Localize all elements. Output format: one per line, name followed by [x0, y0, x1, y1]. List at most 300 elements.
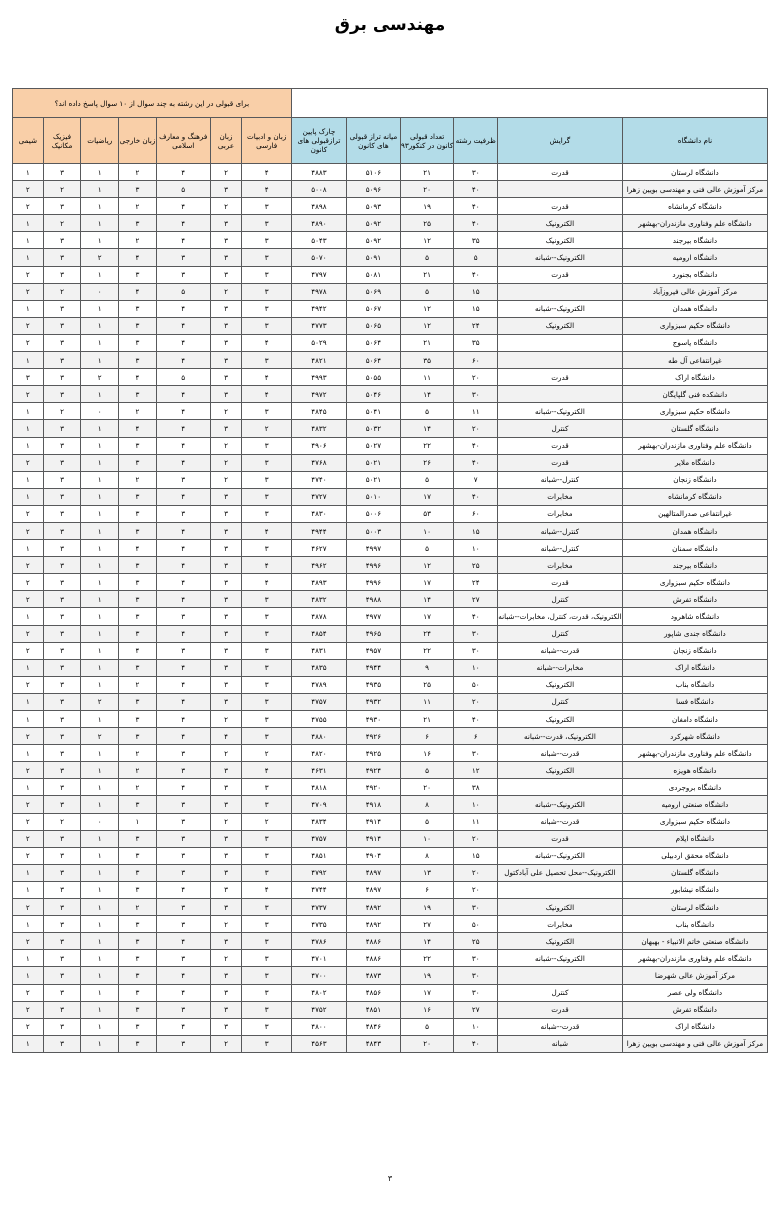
cell-subject-foreign-language: ۳ — [119, 317, 157, 334]
cell-subject-islamic: ۴ — [156, 557, 210, 574]
table-row — [13, 352, 768, 369]
col-header-subject-math: ریاضیات — [81, 118, 119, 164]
cell-lower-quartile: ۴۸۲۰ — [291, 745, 346, 762]
cell-lower-quartile: ۴۷۸۶ — [291, 933, 346, 950]
cell-subject-farsi: ۳ — [242, 283, 291, 300]
cell-major: الکترونیک — [498, 215, 623, 232]
cell-capacity: ۱۰ — [454, 796, 498, 813]
cell-subject-arabic: ۳ — [210, 249, 242, 266]
cell-median-taraz: ۴۸۸۶ — [347, 933, 401, 950]
cell-major: مخابرات--شبانه — [498, 659, 623, 676]
cell-kanoon-admits: ۱۶ — [400, 1001, 454, 1018]
cell-kanoon-admits: ۲۲ — [400, 437, 454, 454]
cell-major: قدرت — [498, 830, 623, 847]
cell-capacity: ۲۰ — [454, 369, 498, 386]
cell-major: الکترونیک — [498, 317, 623, 334]
cell-subject-math: ۱ — [81, 522, 119, 539]
header-row-question — [13, 89, 768, 118]
cell-subject-arabic: ۳ — [210, 1001, 242, 1018]
cell-major — [498, 967, 623, 984]
cell-subject-arabic: ۳ — [210, 488, 242, 505]
cell-subject-math: ۱ — [81, 557, 119, 574]
cell-subject-arabic: ۳ — [210, 864, 242, 881]
cell-university: دانشگاه ایلام — [622, 830, 767, 847]
cell-major: قدرت — [498, 1001, 623, 1018]
cell-kanoon-admits: ۲۱ — [400, 711, 454, 728]
cell-subject-farsi: ۳ — [242, 779, 291, 796]
cell-subject-math: ۱ — [81, 779, 119, 796]
cell-subject-math: ۱ — [81, 352, 119, 369]
cell-subject-arabic: ۲ — [210, 164, 242, 181]
table-row — [13, 916, 768, 933]
cell-lower-quartile: ۴۸۹۳ — [291, 574, 346, 591]
cell-subject-arabic: ۳ — [210, 300, 242, 317]
cell-subject-physics: ۳ — [43, 317, 81, 334]
cell-kanoon-admits: ۱۳ — [400, 864, 454, 881]
cell-subject-arabic: ۲ — [210, 198, 242, 215]
cell-subject-foreign-language: ۳ — [119, 1018, 157, 1035]
cell-subject-math: ۱ — [81, 899, 119, 916]
cell-subject-foreign-language: ۳ — [119, 881, 157, 898]
cell-major: الکترونیک--شبانه — [498, 300, 623, 317]
cell-subject-math: ۱ — [81, 198, 119, 215]
table-row — [13, 796, 768, 813]
cell-subject-farsi: ۲ — [242, 420, 291, 437]
cell-major: قدرت — [498, 198, 623, 215]
cell-subject-physics: ۳ — [43, 574, 81, 591]
cell-lower-quartile: ۴۷۹۲ — [291, 864, 346, 881]
cell-capacity: ۴۰ — [454, 488, 498, 505]
cell-subject-islamic: ۴ — [156, 522, 210, 539]
cell-subject-chemistry: ۲ — [13, 728, 44, 745]
cell-kanoon-admits: ۶ — [400, 728, 454, 745]
cell-major: مخابرات — [498, 505, 623, 522]
cell-subject-physics: ۳ — [43, 864, 81, 881]
cell-capacity: ۱۵ — [454, 300, 498, 317]
cell-subject-foreign-language: ۳ — [119, 215, 157, 232]
table-row — [13, 591, 768, 608]
cell-subject-arabic: ۲ — [210, 471, 242, 488]
cell-subject-foreign-language: ۳ — [119, 557, 157, 574]
cell-subject-foreign-language: ۳ — [119, 505, 157, 522]
cell-subject-arabic: ۳ — [210, 334, 242, 351]
cell-lower-quartile: ۴۷۵۵ — [291, 711, 346, 728]
cell-subject-foreign-language: ۳ — [119, 796, 157, 813]
cell-capacity: ۱۱ — [454, 813, 498, 830]
table-row — [13, 437, 768, 454]
cell-subject-islamic: ۴ — [156, 300, 210, 317]
cell-subject-islamic: ۳ — [156, 796, 210, 813]
cell-subject-math: ۱ — [81, 574, 119, 591]
cell-subject-islamic: ۵ — [156, 369, 210, 386]
cell-subject-physics: ۳ — [43, 796, 81, 813]
cell-median-taraz: ۵۰۶۴ — [347, 352, 401, 369]
table-row — [13, 164, 768, 181]
cell-median-taraz: ۴۹۷۷ — [347, 608, 401, 625]
cell-major: الکترونیک، قدرت، کنترل، مخابرات--شبانه — [498, 608, 623, 625]
cell-major: الکترونیک — [498, 899, 623, 916]
cell-kanoon-admits: ۲۰ — [400, 1035, 454, 1052]
cell-major: قدرت--شبانه — [498, 642, 623, 659]
cell-subject-physics: ۳ — [43, 352, 81, 369]
cell-subject-farsi: ۳ — [242, 933, 291, 950]
cell-subject-chemistry: ۱ — [13, 693, 44, 710]
cell-subject-arabic: ۳ — [210, 625, 242, 642]
cell-major: کنترل — [498, 984, 623, 1001]
cell-kanoon-admits: ۵ — [400, 1018, 454, 1035]
cell-subject-arabic: ۲ — [210, 1035, 242, 1052]
cell-subject-islamic: ۳ — [156, 864, 210, 881]
cell-capacity: ۱۰ — [454, 540, 498, 557]
table-row — [13, 403, 768, 420]
cell-university: دانشگاه فسا — [622, 693, 767, 710]
cell-subject-math: ۱ — [81, 334, 119, 351]
cell-subject-math: ۱ — [81, 676, 119, 693]
table-row — [13, 488, 768, 505]
cell-capacity: ۴۰ — [454, 437, 498, 454]
cell-major: مخابرات — [498, 557, 623, 574]
cell-subject-foreign-language: ۲ — [119, 403, 157, 420]
cell-median-taraz: ۴۹۱۴ — [347, 813, 401, 830]
cell-subject-farsi: ۴ — [242, 557, 291, 574]
cell-subject-farsi: ۳ — [242, 403, 291, 420]
cell-subject-physics: ۳ — [43, 198, 81, 215]
cell-subject-physics: ۳ — [43, 266, 81, 283]
cell-subject-math: ۱ — [81, 300, 119, 317]
cell-subject-chemistry: ۱ — [13, 420, 44, 437]
table-row — [13, 522, 768, 539]
table-row — [13, 830, 768, 847]
col-header-university: نام دانشگاه — [622, 118, 767, 164]
cell-subject-math: ۱ — [81, 642, 119, 659]
cell-major: مخابرات — [498, 488, 623, 505]
cell-subject-physics: ۳ — [43, 454, 81, 471]
table-row — [13, 1018, 768, 1035]
col-header-capacity: ظرفیت رشته — [454, 118, 498, 164]
cell-subject-math: ۲ — [81, 369, 119, 386]
cell-subject-islamic: ۴ — [156, 232, 210, 249]
cell-university: دانشگاه کرمانشاه — [622, 198, 767, 215]
cell-subject-farsi: ۳ — [242, 796, 291, 813]
table-row — [13, 847, 768, 864]
cell-subject-chemistry: ۱ — [13, 215, 44, 232]
cell-capacity: ۲۰ — [454, 420, 498, 437]
cell-subject-islamic: ۳ — [156, 745, 210, 762]
cell-subject-foreign-language: ۴ — [119, 369, 157, 386]
cell-kanoon-admits: ۱۴ — [400, 591, 454, 608]
cell-subject-math: ۲ — [81, 728, 119, 745]
table-row — [13, 659, 768, 676]
table-row — [13, 933, 768, 950]
cell-capacity: ۲۴ — [454, 574, 498, 591]
cell-subject-math: ۱ — [81, 847, 119, 864]
cell-subject-foreign-language: ۱ — [119, 813, 157, 830]
cell-subject-arabic: ۳ — [210, 899, 242, 916]
cell-subject-math: ۱ — [81, 933, 119, 950]
cell-university: دانشگاه بناب — [622, 676, 767, 693]
cell-lower-quartile: ۵۰۲۹ — [291, 334, 346, 351]
cell-lower-quartile: ۴۸۵۴ — [291, 625, 346, 642]
cell-lower-quartile: ۴۷۲۷ — [291, 488, 346, 505]
cell-major: کنترل — [498, 420, 623, 437]
cell-subject-chemistry: ۲ — [13, 984, 44, 1001]
cell-subject-arabic: ۳ — [210, 967, 242, 984]
cell-median-taraz: ۵۱۰۶ — [347, 164, 401, 181]
cell-kanoon-admits: ۱۴ — [400, 386, 454, 403]
cell-lower-quartile: ۴۸۸۳ — [291, 164, 346, 181]
cell-subject-chemistry: ۲ — [13, 847, 44, 864]
cell-subject-physics: ۳ — [43, 762, 81, 779]
cell-subject-physics: ۳ — [43, 437, 81, 454]
cell-subject-arabic: ۳ — [210, 984, 242, 1001]
cell-capacity: ۱۵ — [454, 283, 498, 300]
cell-median-taraz: ۵۰۵۵ — [347, 369, 401, 386]
cell-subject-farsi: ۳ — [242, 540, 291, 557]
cell-subject-physics: ۳ — [43, 505, 81, 522]
cell-kanoon-admits: ۱۷ — [400, 984, 454, 1001]
cell-median-taraz: ۵۰۰۶ — [347, 505, 401, 522]
cell-subject-arabic: ۳ — [210, 505, 242, 522]
cell-median-taraz: ۵۰۶۹ — [347, 283, 401, 300]
cell-capacity: ۳۰ — [454, 745, 498, 762]
table-row — [13, 540, 768, 557]
cell-university: دانشگاه گلستان — [622, 864, 767, 881]
cell-subject-chemistry: ۱ — [13, 711, 44, 728]
cell-subject-math: ۲ — [81, 249, 119, 266]
cell-subject-foreign-language: ۲ — [119, 779, 157, 796]
cell-capacity: ۱۲ — [454, 762, 498, 779]
cell-subject-physics: ۳ — [43, 693, 81, 710]
cell-subject-physics: ۳ — [43, 232, 81, 249]
cell-median-taraz: ۴۹۵۷ — [347, 642, 401, 659]
cell-major: قدرت — [498, 454, 623, 471]
cell-subject-farsi: ۲ — [242, 745, 291, 762]
cell-subject-foreign-language: ۲ — [119, 899, 157, 916]
cell-subject-farsi: ۴ — [242, 574, 291, 591]
table-row — [13, 181, 768, 198]
cell-subject-arabic: ۳ — [210, 522, 242, 539]
cell-kanoon-admits: ۱۶ — [400, 745, 454, 762]
cell-kanoon-admits: ۲۵ — [400, 215, 454, 232]
cell-kanoon-admits: ۲۲ — [400, 642, 454, 659]
cell-university: دانشگاه یاسوج — [622, 334, 767, 351]
cell-subject-islamic: ۴ — [156, 334, 210, 351]
page-title: مهندسی برق — [334, 15, 446, 35]
cell-subject-farsi: ۳ — [242, 198, 291, 215]
cell-major: الکترونیک--شبانه — [498, 847, 623, 864]
table-row — [13, 779, 768, 796]
cell-major: کنترل--شبانه — [498, 522, 623, 539]
cell-subject-islamic: ۵ — [156, 181, 210, 198]
cell-median-taraz: ۴۸۹۲ — [347, 899, 401, 916]
cell-university: دانشگاه محقق اردبیلی — [622, 847, 767, 864]
cell-lower-quartile: ۴۸۹۰ — [291, 215, 346, 232]
cell-subject-physics: ۳ — [43, 488, 81, 505]
cell-subject-math: ۱ — [81, 181, 119, 198]
cell-subject-farsi: ۲ — [242, 813, 291, 830]
cell-major — [498, 386, 623, 403]
cell-median-taraz: ۴۹۸۸ — [347, 591, 401, 608]
cell-subject-foreign-language: ۳ — [119, 608, 157, 625]
table-row — [13, 317, 768, 334]
cell-subject-math: ۲ — [81, 693, 119, 710]
cell-lower-quartile: ۴۸۷۸ — [291, 608, 346, 625]
cell-capacity: ۱۰ — [454, 659, 498, 676]
table-row — [13, 369, 768, 386]
cell-major: الکترونیک — [498, 676, 623, 693]
cell-kanoon-admits: ۱۹ — [400, 198, 454, 215]
cell-university: دانشگاه نیشابور — [622, 881, 767, 898]
cell-university: دانشگاه زنجان — [622, 471, 767, 488]
cell-subject-islamic: ۳ — [156, 916, 210, 933]
table-row — [13, 728, 768, 745]
cell-subject-chemistry: ۱ — [13, 881, 44, 898]
cell-kanoon-admits: ۱۰ — [400, 830, 454, 847]
cell-lower-quartile: ۴۸۹۸ — [291, 198, 346, 215]
admissions-table-container — [12, 88, 768, 1053]
cell-lower-quartile: ۴۷۹۷ — [291, 266, 346, 283]
cell-university: مرکز آموزش عالی فیروزآباد — [622, 283, 767, 300]
cell-subject-farsi: ۳ — [242, 711, 291, 728]
cell-lower-quartile: ۴۸۱۸ — [291, 779, 346, 796]
cell-major: الکترونیک — [498, 933, 623, 950]
cell-university: دانشگاه ملایر — [622, 454, 767, 471]
cell-capacity: ۲۷ — [454, 1001, 498, 1018]
cell-subject-islamic: ۴ — [156, 488, 210, 505]
cell-kanoon-admits: ۲۱ — [400, 334, 454, 351]
cell-major: قدرت — [498, 266, 623, 283]
cell-subject-farsi: ۴ — [242, 369, 291, 386]
cell-subject-farsi: ۳ — [242, 352, 291, 369]
cell-subject-chemistry: ۳ — [13, 369, 44, 386]
cell-subject-islamic: ۵ — [156, 283, 210, 300]
cell-capacity: ۳۰ — [454, 386, 498, 403]
cell-subject-farsi: ۴ — [242, 181, 291, 198]
cell-subject-arabic: ۲ — [210, 454, 242, 471]
cell-capacity: ۴۰ — [454, 181, 498, 198]
cell-capacity: ۳۵ — [454, 334, 498, 351]
col-header-subject-physics: فیزیک مکانیک — [43, 118, 81, 164]
cell-subject-farsi: ۳ — [242, 232, 291, 249]
cell-subject-foreign-language: ۳ — [119, 266, 157, 283]
cell-subject-foreign-language: ۳ — [119, 352, 157, 369]
cell-subject-foreign-language: ۳ — [119, 437, 157, 454]
cell-subject-physics: ۳ — [43, 967, 81, 984]
cell-subject-arabic: ۲ — [210, 813, 242, 830]
cell-subject-chemistry: ۱ — [13, 779, 44, 796]
cell-university: دانشگاه شاهرود — [622, 608, 767, 625]
cell-subject-arabic: ۳ — [210, 608, 242, 625]
cell-subject-physics: ۳ — [43, 164, 81, 181]
cell-median-taraz: ۵۰۶۴ — [347, 334, 401, 351]
cell-lower-quartile: ۴۸۰۲ — [291, 984, 346, 1001]
cell-kanoon-admits: ۹ — [400, 659, 454, 676]
cell-capacity: ۴۰ — [454, 711, 498, 728]
cell-median-taraz: ۴۹۴۴ — [347, 659, 401, 676]
cell-university: دانشگاه همدان — [622, 300, 767, 317]
cell-subject-chemistry: ۲ — [13, 676, 44, 693]
cell-major: الکترونیک--شبانه — [498, 950, 623, 967]
cell-subject-chemistry: ۲ — [13, 1018, 44, 1035]
cell-subject-farsi: ۳ — [242, 676, 291, 693]
cell-median-taraz: ۵۰۴۱ — [347, 403, 401, 420]
cell-kanoon-admits: ۵ — [400, 540, 454, 557]
table-row — [13, 454, 768, 471]
cell-subject-islamic: ۴ — [156, 1018, 210, 1035]
cell-subject-foreign-language: ۳ — [119, 386, 157, 403]
cell-subject-foreign-language: ۲ — [119, 164, 157, 181]
cell-subject-islamic: ۴ — [156, 420, 210, 437]
cell-subject-farsi: ۳ — [242, 625, 291, 642]
cell-subject-chemistry: ۲ — [13, 334, 44, 351]
cell-kanoon-admits: ۵ — [400, 403, 454, 420]
cell-subject-foreign-language: ۳ — [119, 488, 157, 505]
cell-median-taraz: ۵۰۳۲ — [347, 420, 401, 437]
cell-capacity: ۱۵ — [454, 522, 498, 539]
cell-subject-physics: ۳ — [43, 676, 81, 693]
cell-subject-physics: ۳ — [43, 1001, 81, 1018]
cell-subject-farsi: ۳ — [242, 693, 291, 710]
cell-lower-quartile: ۴۸۲۱ — [291, 352, 346, 369]
cell-subject-math: ۰ — [81, 403, 119, 420]
cell-lower-quartile: ۴۷۵۷ — [291, 830, 346, 847]
cell-subject-chemistry: ۱ — [13, 916, 44, 933]
cell-subject-math: ۱ — [81, 488, 119, 505]
cell-subject-islamic: ۴ — [156, 574, 210, 591]
cell-subject-chemistry: ۱ — [13, 352, 44, 369]
cell-subject-chemistry: ۲ — [13, 642, 44, 659]
col-header-kanoon-admits: تعداد قبولی کانون در کنکور۹۳ — [400, 118, 454, 164]
cell-capacity: ۳۰ — [454, 164, 498, 181]
cell-capacity: ۳۰ — [454, 984, 498, 1001]
col-header-major: گرایش — [498, 118, 623, 164]
cell-subject-arabic: ۳ — [210, 659, 242, 676]
cell-lower-quartile: ۴۸۴۵ — [291, 403, 346, 420]
cell-subject-math: ۱ — [81, 1018, 119, 1035]
cell-subject-arabic: ۳ — [210, 796, 242, 813]
cell-subject-farsi: ۳ — [242, 471, 291, 488]
cell-university: دانشگاه جندی شاپور — [622, 625, 767, 642]
cell-lower-quartile: ۴۹۶۲ — [291, 557, 346, 574]
cell-subject-chemistry: ۱ — [13, 864, 44, 881]
cell-median-taraz: ۴۹۳۰ — [347, 711, 401, 728]
cell-subject-foreign-language: ۳ — [119, 933, 157, 950]
header-row-columns — [13, 118, 768, 164]
cell-subject-math: ۱ — [81, 608, 119, 625]
cell-university: دانشگاه علم وفناوری مازندران-بهشهر — [622, 215, 767, 232]
cell-subject-arabic: ۳ — [210, 881, 242, 898]
cell-median-taraz: ۴۸۸۶ — [347, 950, 401, 967]
table-row — [13, 574, 768, 591]
cell-subject-math: ۱ — [81, 1001, 119, 1018]
cell-subject-foreign-language: ۲ — [119, 232, 157, 249]
cell-subject-physics: ۳ — [43, 386, 81, 403]
cell-lower-quartile: ۴۷۴۴ — [291, 881, 346, 898]
cell-subject-physics: ۲ — [43, 813, 81, 830]
cell-subject-farsi: ۳ — [242, 437, 291, 454]
cell-subject-arabic: ۳ — [210, 215, 242, 232]
cell-subject-farsi: ۴ — [242, 334, 291, 351]
cell-subject-physics: ۳ — [43, 369, 81, 386]
cell-major: کنترل — [498, 591, 623, 608]
cell-median-taraz: ۴۸۴۳ — [347, 1035, 401, 1052]
cell-subject-physics: ۳ — [43, 522, 81, 539]
cell-subject-physics: ۳ — [43, 916, 81, 933]
cell-capacity: ۴۰ — [454, 608, 498, 625]
cell-university: دانشگاه دامغان — [622, 711, 767, 728]
cell-capacity: ۲۴ — [454, 317, 498, 334]
cell-subject-chemistry: ۱ — [13, 950, 44, 967]
